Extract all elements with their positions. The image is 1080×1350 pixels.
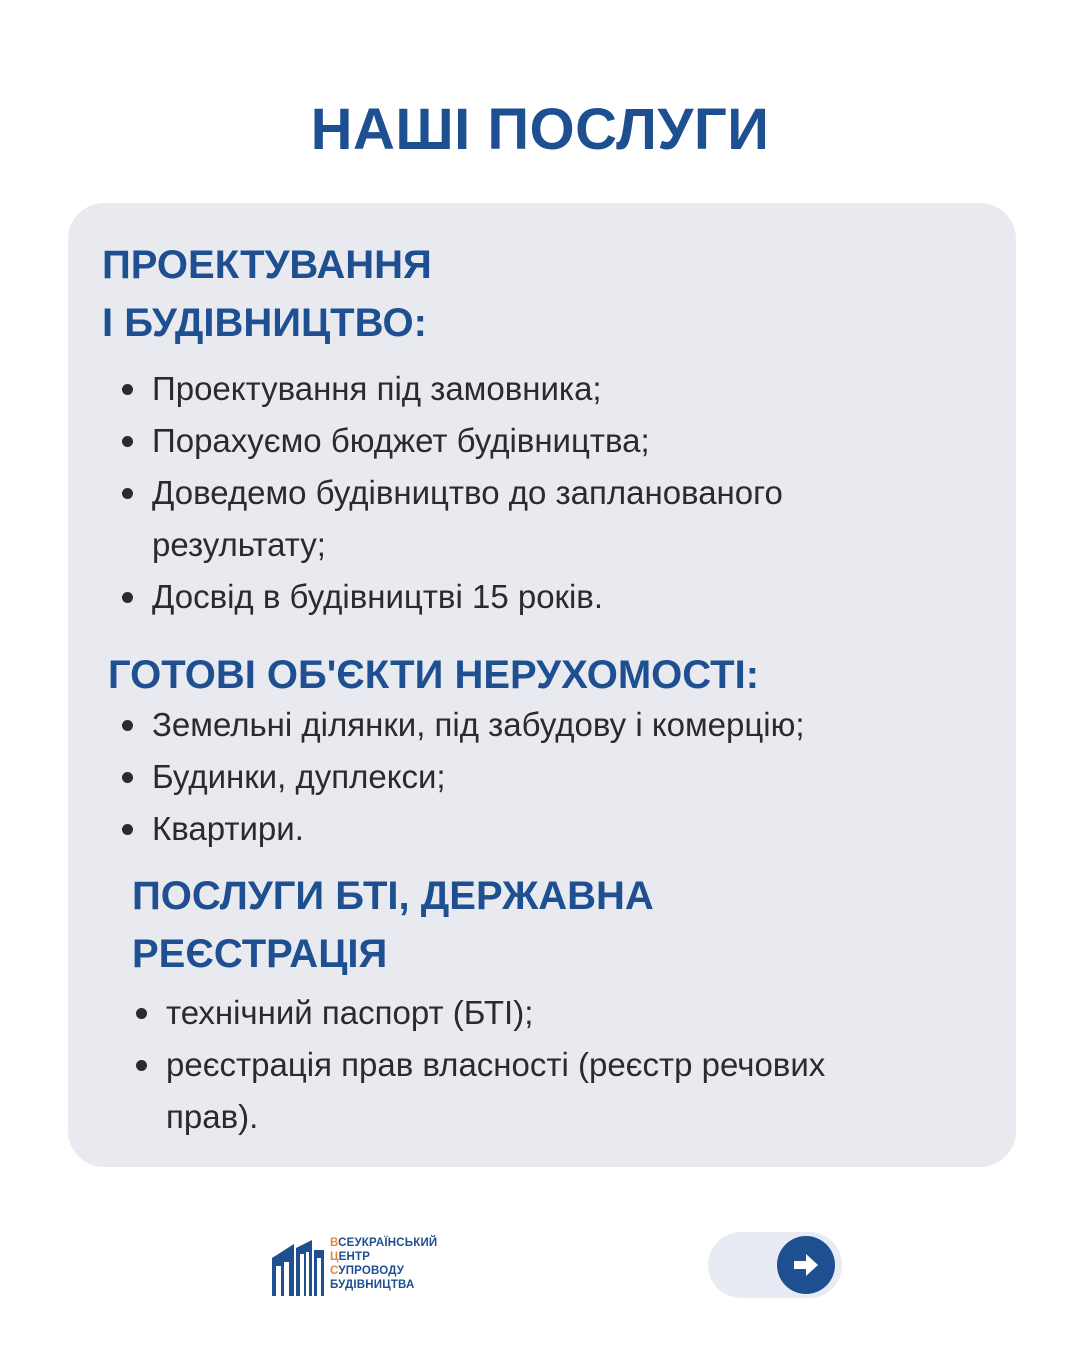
bullet-icon [122, 384, 133, 395]
design-construction-list [122, 363, 783, 623]
list-item: Земельні ділянки, під забудову і комерцію; [122, 699, 805, 751]
list-item: Доведемо будівництво до запланованого результату; [122, 467, 783, 571]
section-heading-line: ПОСЛУГИ БТІ, ДЕРЖАВНА [132, 874, 654, 918]
section-heading-line: ПРОЕКТУВАННЯ [102, 243, 432, 287]
list-item: Досвід в будівництві 15 років. [122, 571, 783, 623]
list-item: Будинки, дуплекси; [122, 751, 805, 803]
page-title: НАШІ ПОСЛУГИ [310, 97, 770, 162]
logo-text: ВСЕУКРАЇНСЬКИЙ ЦЕНТР СУПРОВОДУ БУДІВНИЦТВА [330, 1237, 438, 1291]
bti-registration-list [136, 987, 825, 1143]
bullet-icon [136, 1008, 147, 1019]
bullet-icon [122, 436, 133, 447]
list-item: Проектування під замовника; [122, 363, 783, 415]
section-heading-ready-real-estate [108, 646, 759, 704]
section-heading-line: РЕЄСТРАЦІЯ [132, 932, 388, 976]
section-heading-line: ГОТОВІ ОБ'ЄКТИ НЕРУХОМОСТІ: [108, 653, 760, 697]
next-button[interactable] [777, 1236, 835, 1294]
company-logo [272, 1234, 462, 1298]
services-card [68, 203, 1016, 1167]
list-item: реєстрація прав власності (реєстр речових прав). [136, 1039, 825, 1143]
section-heading-line: І БУДІВНИЦТВО: [102, 301, 427, 345]
list-item: Квартири. [122, 803, 805, 855]
arrow-right-icon [791, 1250, 821, 1280]
bullet-icon [122, 488, 133, 499]
buildings-logo-icon [272, 1238, 326, 1296]
bullet-icon [122, 824, 133, 835]
ready-real-estate-list [122, 699, 805, 855]
bullet-icon [136, 1060, 147, 1071]
section-heading-bti-registration [132, 867, 654, 983]
list-item: Порахуємо бюджет будівництва; [122, 415, 783, 467]
bullet-icon [122, 592, 133, 603]
section-heading-design-construction [102, 236, 432, 352]
bullet-icon [122, 720, 133, 731]
bullet-icon [122, 772, 133, 783]
list-item: технічний паспорт (БТІ); [136, 987, 825, 1039]
